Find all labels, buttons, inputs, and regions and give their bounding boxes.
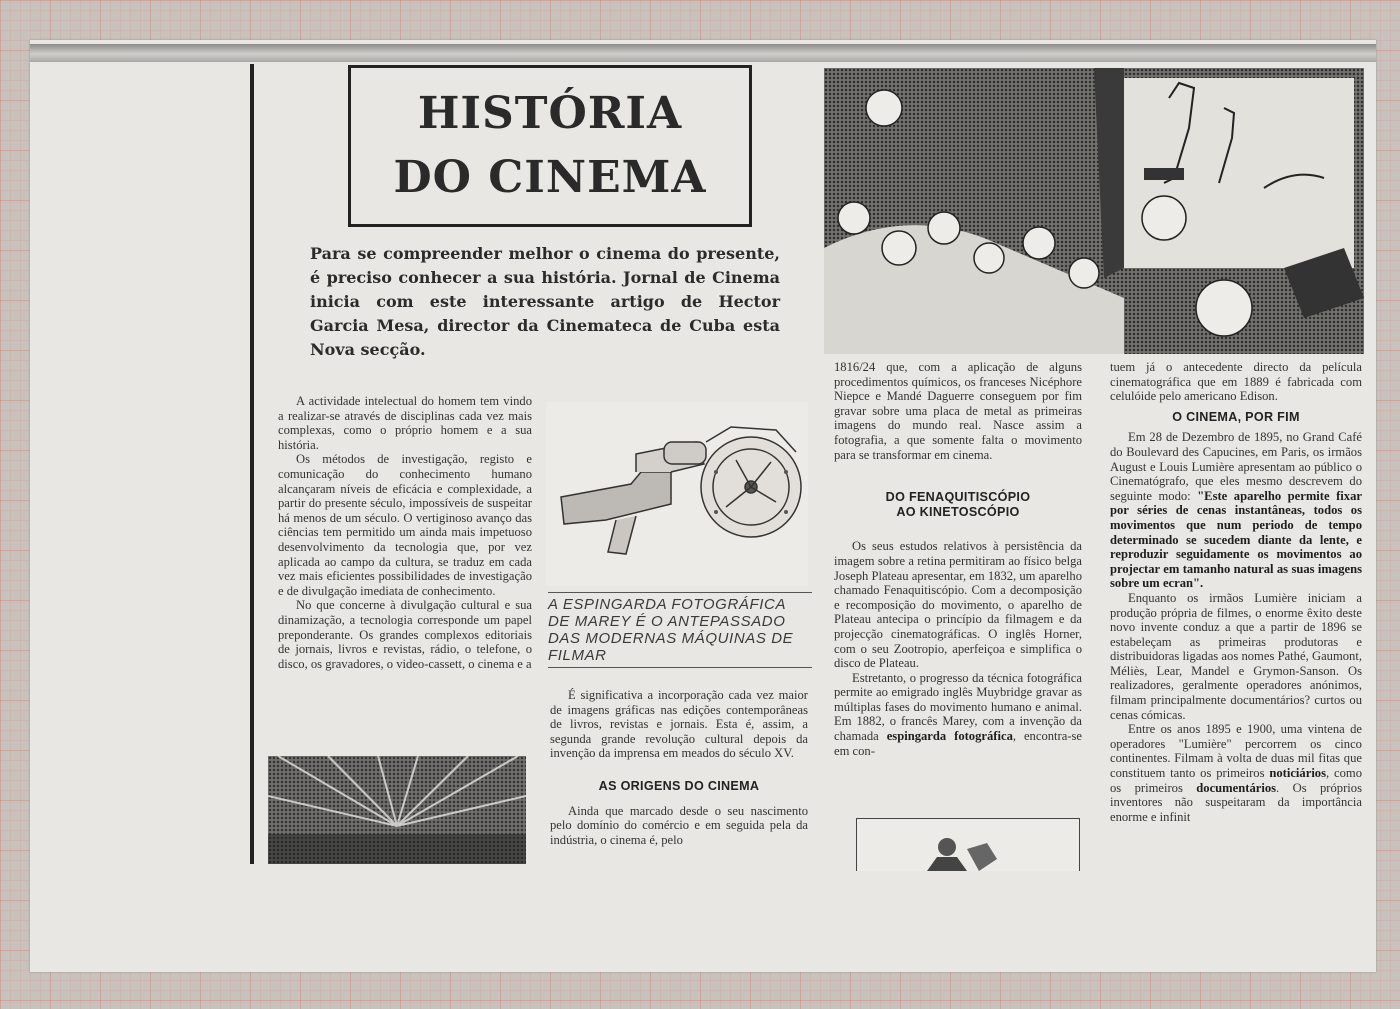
- col3-paragraph-2: Os seus estudos relativos à persistência da imagem sobre a retina permitiram ao físico belga Joseph Plateau apresentar, em 1832, um aparelho chamado Fenaquitiscópio. Com a decomposição e recomposição do movimento, o aparelho de Plateau antecipa o princípio da filmagem e da projecção cinematográficas. O inglês Horner, com o seu Zootropio, aperfeiçoa e simplifica o disco de Plateau.: [834, 539, 1082, 671]
- col2-heading: AS ORIGENS DO CINEMA: [598, 778, 760, 793]
- lede-paragraph: Para se compreender melhor o cinema do presente, é preciso conhecer a sua história. Jornal de Cinema inicia com este interessante artigo de Hector Garcia Mesa, director da Cinemateca de Cuba esta Nova secção.: [310, 244, 780, 359]
- ceiling-photo: [268, 756, 526, 864]
- col4-paragraph-2: [1110, 430, 1362, 591]
- clipping-top-border: [30, 44, 1376, 62]
- col4-p4-end: . Os próprios inventores não suspeitaram da importância enorme e infinit: [1110, 780, 1362, 824]
- column-rule: [250, 64, 254, 864]
- title-line-1: HISTÓRIA: [417, 88, 683, 139]
- column-4: [1110, 360, 1362, 878]
- title-box: [348, 65, 752, 227]
- col3-p3-start: Estretanto, o progresso da técnica fotográfica permite ao emigrado inglês Muybridge gravar as múltiplas fases do movimento humano e animal. Em 1882, o francês Marey, com a invenção da chamada: [834, 670, 1082, 744]
- col4-p4-quote: "Lumière": [1178, 736, 1232, 751]
- column-2: [550, 688, 808, 872]
- col3-heading-line-2: AO KINETOSCÓPIO: [896, 504, 1020, 519]
- col4-heading: O CINEMA, POR FIM: [1172, 409, 1300, 424]
- col4-paragraph-1: tuem já o antecedente directo da película cinematográfica que em 1889 é fabricada com celulóide pelo americano Edison.: [1110, 360, 1362, 404]
- col3-p3-bold: espingarda fotográfica: [886, 729, 1013, 744]
- column-3: [834, 360, 1082, 800]
- small-figure-illustration: [856, 818, 1080, 871]
- marey-rifle-illustration: [546, 402, 808, 586]
- col3-paragraph-1: 1816/24 que, com a aplicação de alguns procedimentos químicos, os franceses Nicéphore Niepce e Mandé Daguerre conseguem por fim gravar sobre uma placa de metal as primeiras imagens do mundo real. Nasce assim a fotografia, a que somente falta o movimento para se transformar em cinema.: [834, 360, 1082, 462]
- col1-paragraph: No que concerne à divulgação cultural e sua dinamização, a tecnologia corresponde um papel preponderante. Os grandes complexos editoriais de jornais, livros e revistas, rádio, o telefone, o disco, os gravadores, o video-cassett, o cinema e a: [278, 598, 532, 671]
- title-line-2: DO CINEMA: [393, 152, 707, 203]
- col4-paragraph-3: Enquanto os irmãos Lumière iniciam a produção própria de filmes, o enorme êxito deste novo invente conduz a que a partir de 1896 se estabeleçam as primeiras produtoras e distribuidoras ligadas aos nomes Pathé, Gaumont, Méliès, Lear, Mandel e Grymon-Sanson. Os realizadores, geralmente operadores anónimos, filmam principalmente documentários? curtos ou cenas cómicas.: [1110, 590, 1362, 722]
- col4-p2-start: Em 28 de Dezembro de 1895, no Grand Café do Boulevard des Capucines, em Paris, os irmãos August e Louis Lumière apresentam ao público o Cinematógrafo, que eles mesmo descrevem do seguinte modo:: [1110, 430, 1362, 503]
- col4-paragraph-4: [1110, 722, 1362, 824]
- col4-p4-mid-2: , como os primeiros: [1110, 766, 1362, 795]
- col1-paragraph: A actividade intelectual do homem tem vindo a realizar-se através de disciplinas cada vez mais complexas, como o próprio homem e a sua história.: [278, 394, 532, 452]
- col3-paragraph-3: [834, 671, 1082, 759]
- col1-paragraph: Os métodos de investigação, registo e comunicação do conhecimento humano alcançaram níveis de eficácia e complexidade, a partir do presente século, impossíveis de suspeitar há menos de um século. O vertiginoso avanço das ciências tem permitido um ainda mais impetuoso desenvolvimento da tecnologia que, por vez aplicada ao campo da cultura, se traduz em cada vez mais eficientes possibilidades de investigação e de divulgação imediata de conhecimento.: [278, 452, 532, 598]
- column-1: [278, 394, 532, 738]
- col4-p4-mid: percorrem os cinco continentes. Filmam à volta de duas mil fitas que constituem tanto os primeiros: [1110, 736, 1362, 781]
- col4-p2-quote: "Este aparelho permite fixar por séries de cenas instantâneas, todos os movimentos que num periodo de tempo determinado se sucedem diante da lente, e reproduzir seguidamente os movimentos ao projectar em tamanho natural as suas imagens sobre um ecran".: [1110, 488, 1362, 591]
- cinema-audience-illustration: [824, 68, 1364, 354]
- col4-p4-bold-1: noticiários: [1269, 766, 1327, 781]
- col3-heading-line-1: DO FENAQUITISCÓPIO: [885, 490, 1031, 505]
- col3-p3-end: , encontra-se em con-: [834, 729, 1082, 758]
- col2-paragraph-2: Ainda que marcado desde o seu nascimento pelo domínio do comércio e em seguida pela da indústria, o cinema é, pelo: [550, 803, 808, 847]
- col4-p4-start: Entre os anos 1895 e 1900, uma vintena de operadores: [1110, 722, 1362, 751]
- col4-p4-bold-2: documentários: [1196, 780, 1277, 795]
- col2-paragraph-1: É significativa a incorporação cada vez maior de imagens gráficas nas edições contemporâneas de livros, revistas e jornais. Esta é, assim, a segunda grande revolução cultural depois da invenção da imprensa em meados do século XV.: [550, 688, 808, 761]
- illustration-caption: A ESPINGARDA FOTOGRÁFICA DE MAREY É O ANTEPASSADO DAS MODERNAS MÁQUINAS DE FILMAR: [548, 592, 812, 668]
